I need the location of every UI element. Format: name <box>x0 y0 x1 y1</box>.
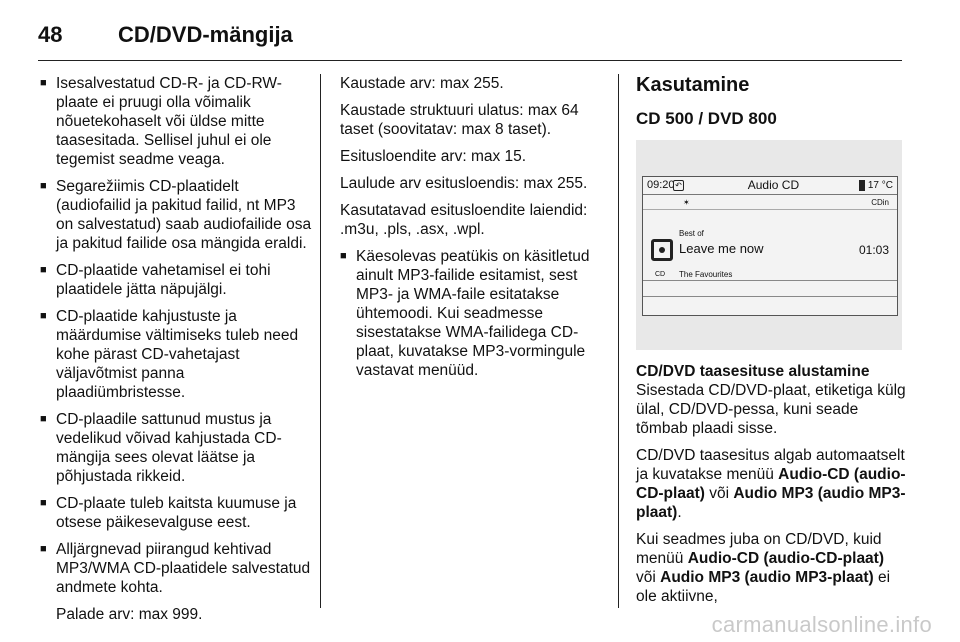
header-rule <box>38 60 902 61</box>
screen-title: Audio CD <box>747 178 800 192</box>
screen-source-bar <box>643 195 897 210</box>
insert-disc-paragraph: Sisestada CD/DVD-plaat, etiketiga külg ülal, CD/DVD-pessa, kuni seade tõmbab plaadi sisse. <box>636 382 906 437</box>
column-left <box>40 74 312 632</box>
screen-divider <box>643 296 897 297</box>
page-number: 48 <box>38 22 63 47</box>
playback-start-title: CD/DVD taasesituse alustamine <box>636 363 870 380</box>
note-list <box>340 247 608 380</box>
menu-name: Audio-CD (audio-CD-plaat) <box>636 466 906 502</box>
text-run: Kui seadmes juba on CD/DVD, kuid menüü <box>636 531 882 567</box>
back-icon: ↶ <box>673 180 684 191</box>
list-item: ■ CD-plaatide kahjustuste ja määrdumise vältimiseks tuleb need kohe pärast CD-vahetajast väljavõtmist panna plaadiümbristesse. <box>40 307 312 402</box>
list-item: ■ Segarežiimis CD-plaatidelt (audiofailid ja pakitud failid, nt MP3 on salvestatud) saab audiofailide osa ja pakitud failide osa mängida eraldi. <box>40 177 312 253</box>
list-item: ■ Isesalvestatud CD-R- ja CD-RW-plaate ei pruugi olla võimalik nõuetekohaselt või üldse mitte taasesitada. Sellisel juhul ei ole tegemist seadme veaga. <box>40 74 312 169</box>
menu-name: Audio MP3 (audio MP3-plaat) <box>636 485 906 521</box>
column-divider <box>618 74 619 608</box>
limit-paragraph: Esitusloendite arv: max 15. <box>340 148 527 165</box>
screen-temperature: 17 °C <box>867 180 893 191</box>
text-run: . <box>677 504 682 521</box>
screen-source: CDin <box>871 197 889 207</box>
limit-paragraph: Laulude arv esitusloendis: max 255. <box>340 175 588 192</box>
text-run: ei ole aktiivne, <box>636 569 891 605</box>
page-header <box>38 20 293 50</box>
menu-name: Audio-CD (audio-CD-plaat) <box>687 550 885 567</box>
limit-tracks: Palade arv: max 999. <box>56 606 203 623</box>
page-title: CD/DVD-mängija <box>118 22 293 47</box>
list-item: ■ CD-plaadile sattunud mustus ja vedelikud võivad kahjustada CD-mängija sees olevat läätse ja põhjustada rikkeid. <box>40 410 312 486</box>
list-item: ■ Käesolevas peatükis on käsitletud ainult MP3-failide esitamist, sest MP3- ja WMA-faile esitatakse ühtemoodi. Kui seadmesse sisestatakse WMA-failidega CD-plaat, kuvatakse MP3-vormingule vastavat menüüd. <box>340 247 608 380</box>
screen-song-title: Leave me now <box>679 241 764 256</box>
phone-icon <box>859 180 865 191</box>
inactive-menu-paragraph <box>636 530 906 606</box>
screen-album: The Favourites <box>679 270 733 279</box>
notes-list <box>40 74 312 597</box>
text-run: või <box>704 485 734 502</box>
list-item: ■ CD-plaatide vahetamisel ei tohi plaatidele jätta näpujälgi. <box>40 261 312 299</box>
screen-playlist: Best of <box>679 229 704 238</box>
section-heading: Kasutamine <box>636 74 750 96</box>
limit-paragraph: Kaustade arv: max 255. <box>340 75 504 92</box>
model-subheading: CD 500 / DVD 800 <box>636 109 777 128</box>
audio-cd-screen <box>642 176 898 316</box>
limit-paragraph: Kasutatavad esitusloendite laiendid: .m3u, .pls, .asx, .wpl. <box>340 202 588 238</box>
limit-paragraph: Kaustade struktuuri ulatus: max 64 taset (soovitatav: max 8 taset). <box>340 102 579 138</box>
disc-label: CD <box>655 271 666 278</box>
disc-icon <box>651 239 673 261</box>
autoplay-paragraph <box>636 446 906 522</box>
display-illustration <box>636 140 902 350</box>
menu-name: Audio MP3 (audio MP3-plaat) <box>660 569 874 586</box>
screen-status-bar <box>643 177 897 195</box>
column-divider <box>320 74 321 608</box>
list-item: ■ Alljärgnevad piirangud kehtivad MP3/WMA CD-plaatidele salvestatud andmete kohta. <box>40 540 312 597</box>
text-run: CD/DVD taasesitus algab automaatselt ja kuvatakse menüü <box>636 447 905 483</box>
column-right <box>636 74 906 614</box>
text-run: või <box>636 569 661 586</box>
screen-divider <box>643 280 897 281</box>
screen-time: 09:20 <box>647 179 675 191</box>
watermark: carmanualsonline.info <box>711 612 932 637</box>
column-middle <box>340 74 608 388</box>
bluetooth-icon: ✶ <box>683 197 690 207</box>
screen-duration: 01:03 <box>858 243 889 257</box>
list-item: ■ CD-plaate tuleb kaitsta kuumuse ja otsese päikesevalguse eest. <box>40 494 312 532</box>
